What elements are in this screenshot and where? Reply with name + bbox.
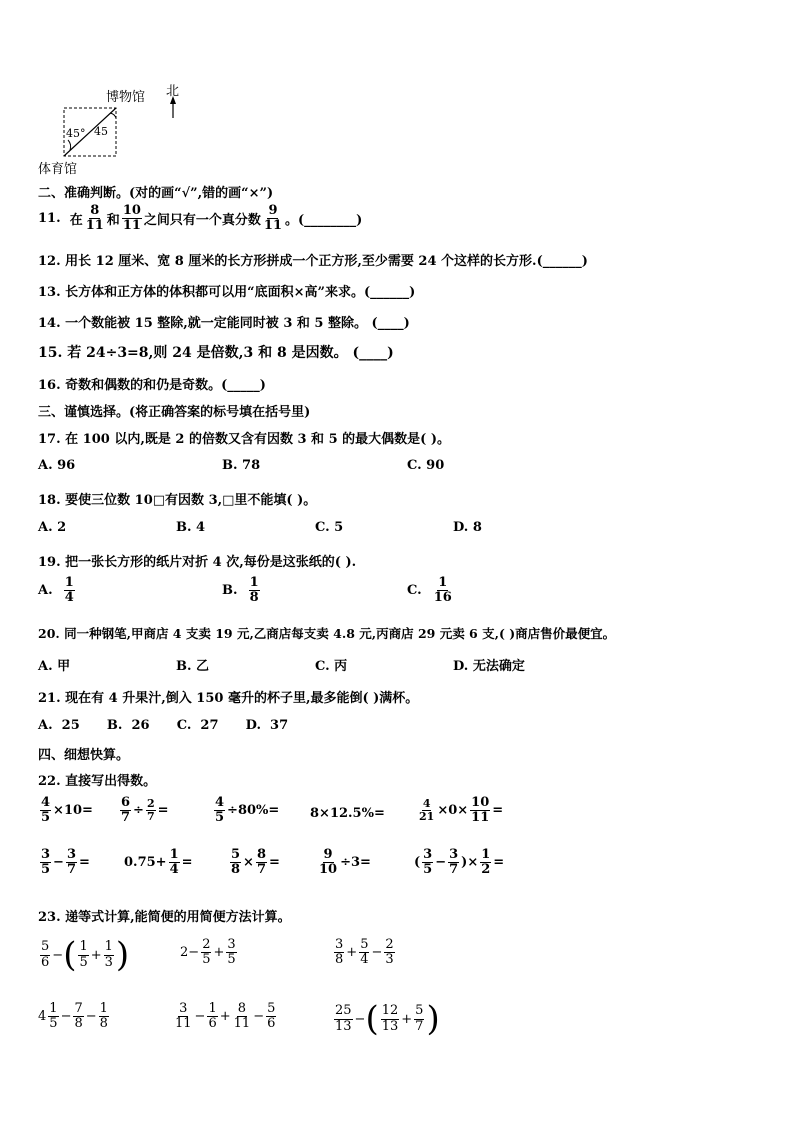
option-a: A. 甲 — [38, 659, 71, 674]
question-14: 14. 一个数能被 15 整除,就一定能同时被 3 和 5 整除。 (____) — [38, 316, 410, 331]
calc-item: 4 $\frac{1}{5}$ − $\frac{7}{8}$ − $\frac{1}{8}$ — [38, 1001, 108, 1032]
question-13: 13. 长方体和正方体的体积都可以用“底面积×高”来求。(______) — [38, 285, 416, 300]
angle-left: 45° — [66, 127, 86, 140]
option-d: D. 8 — [453, 520, 482, 535]
option-b: B. 乙 — [176, 659, 210, 674]
option-a: A. $\frac{1}{4}$ — [38, 575, 74, 606]
option-a: A. 96 — [38, 458, 76, 473]
fraction: $\frac{8}{11}$ — [85, 203, 104, 234]
museum-label: 博物馆 — [106, 90, 146, 105]
question-12: 12. 用长 12 厘米、宽 8 厘米的长方形拼成一个正方形,至少需要 24 个这样的长方形.(______) — [38, 254, 588, 269]
option-b: B. 4 — [176, 520, 206, 535]
option-b: B. $\frac{1}{8}$ — [222, 575, 259, 606]
question-23-title: 23. 递等式计算,能简便的用简便方法计算。 — [38, 910, 291, 925]
calc-item: $\frac{25}{13}$ − ( $\frac{12}{13}$ + $\frac{5}{7}$ ) — [335, 999, 440, 1039]
question-18: 18. 要使三位数 10□有因数 3,□里不能填( )。 — [38, 493, 317, 508]
calc-item: 8×12.5%= — [310, 806, 385, 821]
question-20: 20. 同一种钢笔,甲商店 4 支卖 19 元,乙商店每支卖 4.8 元,丙商店 29 元卖 6 支,( )商店售价最便宜。 — [38, 626, 616, 641]
question-15: 15. 若 24÷3=8,则 24 是倍数,3 和 8 是因数。 (____) — [38, 345, 394, 361]
option-c: C. $\frac{1}{16}$ — [407, 575, 452, 606]
question-21: 21. 现在有 4 升果汁,倒入 150 毫升的杯子里,最多能倒( )满杯。 — [38, 691, 419, 706]
option-c: C. 丙 — [315, 659, 348, 674]
fraction: $\frac{10}{11}$ — [122, 203, 141, 234]
calc-item: $\frac{4}{5}$ ×10= — [41, 795, 93, 826]
option-d: D. 无法确定 — [453, 659, 525, 674]
north-label: 北 — [166, 84, 180, 99]
option-c: C. 5 — [315, 520, 344, 535]
question-22-title: 22. 直接写出得数。 — [38, 774, 157, 789]
question-19: 19. 把一张长方形的纸片对折 4 次,每份是这张纸的( ). — [38, 555, 357, 570]
fraction: $\frac{1}{4}$ — [64, 575, 74, 606]
calc-item: $\frac{3}{5}$ − $\frac{3}{7}$ = — [41, 847, 90, 878]
option-b: B. 78 — [222, 458, 261, 473]
calc-item: $\frac{6}{7}$ ÷ $\frac{2}{7}$ = — [121, 795, 169, 826]
section-4-title: 四、细想快算。 — [38, 748, 130, 763]
section-2-title: 二、准确判断。(对的画“√”,错的画“×”) — [38, 186, 274, 201]
calc-item: $\frac{9}{10}$ ÷3= — [319, 847, 371, 878]
gym-label: 体育馆 — [38, 162, 78, 177]
calc-item: 2 − $\frac{2}{5}$ + $\frac{3}{5}$ — [180, 937, 236, 968]
fraction: $\frac{1}{8}$ — [249, 575, 259, 606]
calc-item: $\frac{4}{21}$ ×0× $\frac{10}{11}$ = — [419, 795, 504, 826]
section-3-title: 三、谨慎选择。(将正确答案的标号填在括号里) — [38, 405, 311, 420]
fraction: $\frac{1}{16}$ — [433, 575, 452, 606]
calc-item: $\frac{5}{8}$ × $\frac{8}{7}$ = — [231, 847, 280, 878]
question-17: 17. 在 100 以内,既是 2 的倍数又含有因数 3 和 5 的最大偶数是( )。 — [38, 432, 450, 447]
calc-item: $\frac{4}{5}$ ÷80%= — [215, 795, 280, 826]
option-c: C. 90 — [407, 458, 445, 473]
calc-item: ( $\frac{3}{5}$ − $\frac{3}{7}$ ) × $\frac{1}{2}$ = — [414, 847, 505, 878]
option-a: A. 2 — [38, 520, 67, 535]
fraction: $\frac{9}{11}$ — [263, 203, 283, 234]
question-21-options: A. 25 B. 26 C. 27 D. 37 — [38, 718, 289, 733]
angle-right: 45 — [94, 125, 108, 138]
question-11: 11. 在 $\frac{8}{11}$ 和 $\frac{10}{11}$ 之间只有一个真分数 $\frac{9}{11}$ 。(________) — [38, 203, 363, 234]
calc-item: $\frac{3}{11}$ − $\frac{1}{6}$ + $\frac{8}{11}$ − $\frac{5}{6}$ — [175, 1001, 276, 1032]
calc-item: $\frac{3}{8}$ + $\frac{5}{4}$ − $\frac{2}{3}$ — [335, 937, 394, 968]
question-16: 16. 奇数和偶数的和仍是奇数。(_____) — [38, 378, 266, 393]
calc-item: 0.75+ $\frac{1}{4}$ = — [124, 847, 193, 878]
calc-item: $\frac{5}{6}$ − ( $\frac{1}{5}$ + $\frac{1}{3}$ ) — [41, 935, 130, 975]
